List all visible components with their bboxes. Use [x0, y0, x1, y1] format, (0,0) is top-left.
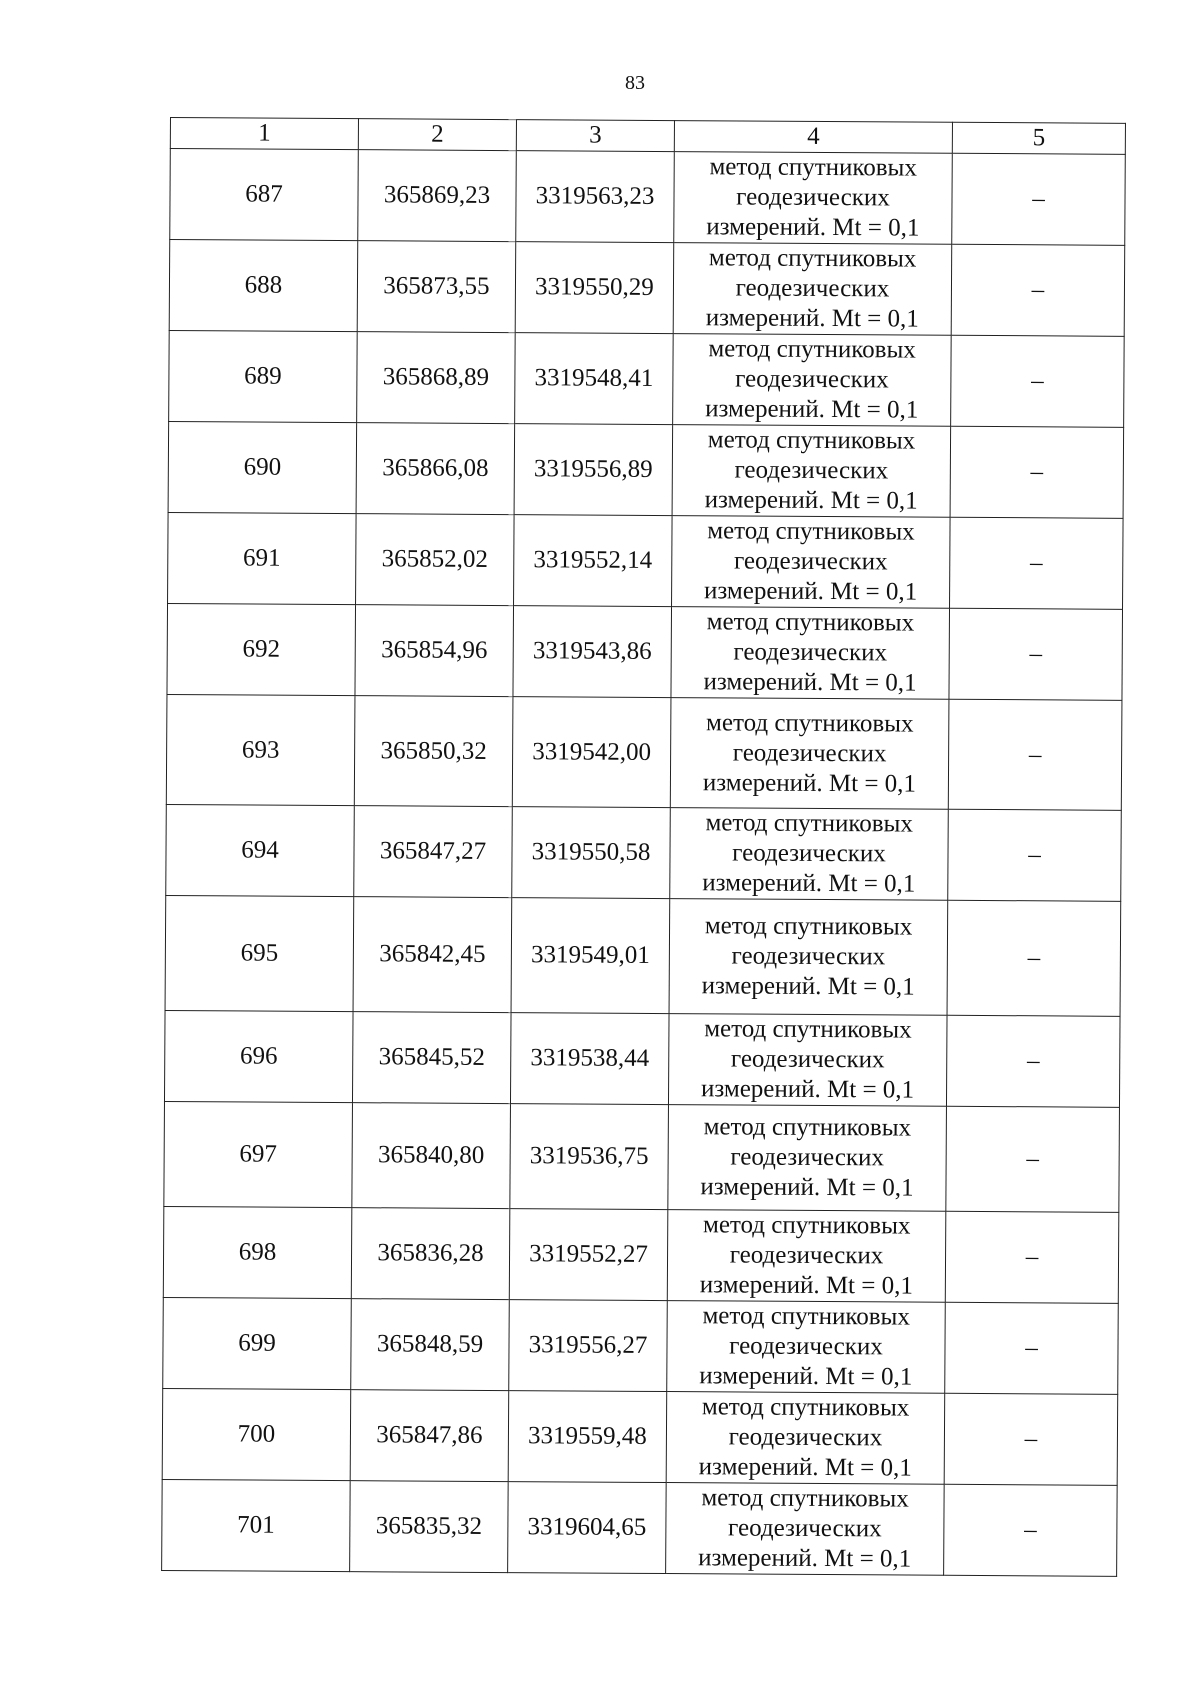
- coordinates-table: [161, 117, 1126, 1577]
- point-number-cell: 699: [163, 1297, 352, 1389]
- y-coordinate-cell: 3319556,27: [509, 1300, 668, 1392]
- point-number-cell: 694: [166, 804, 355, 896]
- y-coordinate-cell: 3319552,14: [514, 515, 673, 607]
- table-row: [166, 804, 1122, 901]
- table-row: [168, 421, 1124, 518]
- point-number-cell: 701: [162, 1479, 351, 1571]
- method-cell: метод спутниковых геодезических измерений. Mt = 0,1: [672, 425, 951, 518]
- x-coordinate-cell: 365850,32: [354, 696, 513, 807]
- method-cell: метод спутниковых геодезических измерений. Mt = 0,1: [668, 1014, 947, 1107]
- method-cell: метод спутниковых геодезических измерений. Mt = 0,1: [670, 808, 949, 901]
- y-coordinate-cell: 3319556,89: [514, 424, 673, 516]
- y-coordinate-cell: 3319542,00: [512, 697, 671, 808]
- column-header-5: 5: [952, 122, 1125, 154]
- point-number-cell: 698: [163, 1206, 352, 1298]
- x-coordinate-cell: 365848,59: [351, 1299, 510, 1391]
- point-number-cell: 695: [165, 895, 354, 1011]
- x-coordinate-cell: 365866,08: [356, 423, 515, 515]
- method-cell: метод спутниковых геодезических измерений. Mt = 0,1: [674, 152, 953, 245]
- note-cell: –: [944, 1484, 1118, 1576]
- point-number-cell: 689: [169, 330, 358, 422]
- y-coordinate-cell: 3319550,58: [512, 807, 671, 899]
- note-cell: –: [948, 699, 1122, 810]
- table-row: [162, 1388, 1118, 1485]
- note-cell: –: [947, 900, 1121, 1016]
- note-cell: –: [950, 426, 1124, 518]
- table-row: [165, 895, 1121, 1016]
- x-coordinate-cell: 365842,45: [353, 897, 512, 1013]
- point-number-cell: 687: [170, 149, 359, 241]
- note-cell: –: [948, 809, 1122, 901]
- table-row: [162, 1479, 1118, 1576]
- note-cell: –: [946, 1015, 1120, 1107]
- y-coordinate-cell: 3319559,48: [508, 1391, 667, 1483]
- x-coordinate-cell: 365845,52: [352, 1012, 511, 1104]
- y-coordinate-cell: 3319548,41: [515, 333, 674, 425]
- method-cell: метод спутниковых геодезических измерений. Mt = 0,1: [673, 243, 952, 336]
- page-number: 83: [625, 72, 645, 94]
- note-cell: –: [950, 517, 1124, 609]
- note-cell: –: [951, 244, 1125, 336]
- method-cell: метод спутниковых геодезических измерений. Mt = 0,1: [668, 1105, 947, 1212]
- point-number-cell: 697: [164, 1101, 353, 1207]
- x-coordinate-cell: 365840,80: [352, 1103, 511, 1209]
- y-coordinate-cell: 3319549,01: [511, 898, 670, 1014]
- point-number-cell: 690: [168, 421, 357, 513]
- x-coordinate-cell: 365869,23: [358, 150, 517, 242]
- x-coordinate-cell: 365868,89: [357, 332, 516, 424]
- x-coordinate-cell: 365847,27: [354, 806, 513, 898]
- note-cell: –: [951, 335, 1125, 427]
- column-header-1: 1: [170, 118, 358, 150]
- method-cell: метод спутниковых геодезических измерений. Mt = 0,1: [673, 334, 952, 427]
- x-coordinate-cell: 365852,02: [356, 514, 515, 606]
- table-row: [163, 1206, 1119, 1303]
- table-row: [169, 330, 1125, 427]
- method-cell: метод спутниковых геодезических измерений. Mt = 0,1: [669, 899, 948, 1016]
- note-cell: –: [945, 1211, 1119, 1303]
- table-row: [163, 1297, 1119, 1394]
- table-row: [167, 603, 1123, 700]
- y-coordinate-cell: 3319538,44: [510, 1013, 669, 1105]
- note-cell: –: [949, 608, 1123, 700]
- y-coordinate-cell: 3319563,23: [516, 151, 675, 243]
- table-row: [164, 1101, 1120, 1212]
- point-number-cell: 688: [169, 240, 358, 332]
- note-cell: –: [944, 1393, 1118, 1485]
- x-coordinate-cell: 365873,55: [357, 241, 516, 333]
- point-number-cell: 691: [168, 512, 357, 604]
- y-coordinate-cell: 3319604,65: [508, 1482, 667, 1574]
- method-cell: метод спутниковых геодезических измерений. Mt = 0,1: [667, 1301, 946, 1394]
- column-header-3: 3: [516, 120, 674, 152]
- method-cell: метод спутниковых геодезических измерений. Mt = 0,1: [666, 1392, 945, 1485]
- note-cell: –: [946, 1106, 1120, 1212]
- point-number-cell: 693: [166, 694, 355, 805]
- method-cell: метод спутниковых геодезических измерений. Mt = 0,1: [672, 516, 951, 609]
- note-cell: –: [945, 1302, 1119, 1394]
- column-header-2: 2: [358, 119, 516, 151]
- column-header-4: 4: [674, 121, 952, 154]
- y-coordinate-cell: 3319536,75: [510, 1104, 669, 1210]
- table-row: [169, 240, 1125, 337]
- point-number-cell: 700: [162, 1388, 351, 1480]
- y-coordinate-cell: 3319543,86: [513, 606, 672, 698]
- y-coordinate-cell: 3319552,27: [509, 1209, 668, 1301]
- method-cell: метод спутниковых геодезических измерений. Mt = 0,1: [666, 1483, 945, 1576]
- x-coordinate-cell: 365836,28: [351, 1208, 510, 1300]
- table-row: [166, 694, 1122, 810]
- point-number-cell: 692: [167, 603, 356, 695]
- table-row: [164, 1010, 1120, 1107]
- x-coordinate-cell: 365854,96: [355, 605, 514, 697]
- note-cell: –: [952, 153, 1126, 245]
- method-cell: метод спутниковых геодезических измерений. Mt = 0,1: [667, 1210, 946, 1303]
- y-coordinate-cell: 3319550,29: [515, 242, 674, 334]
- x-coordinate-cell: 365847,86: [350, 1390, 509, 1482]
- x-coordinate-cell: 365835,32: [350, 1481, 509, 1573]
- table-row: [168, 512, 1124, 609]
- method-cell: метод спутниковых геодезических измерений. Mt = 0,1: [671, 607, 950, 700]
- point-number-cell: 696: [164, 1010, 353, 1102]
- table-row: [170, 149, 1126, 246]
- method-cell: метод спутниковых геодезических измерений. Mt = 0,1: [670, 698, 949, 810]
